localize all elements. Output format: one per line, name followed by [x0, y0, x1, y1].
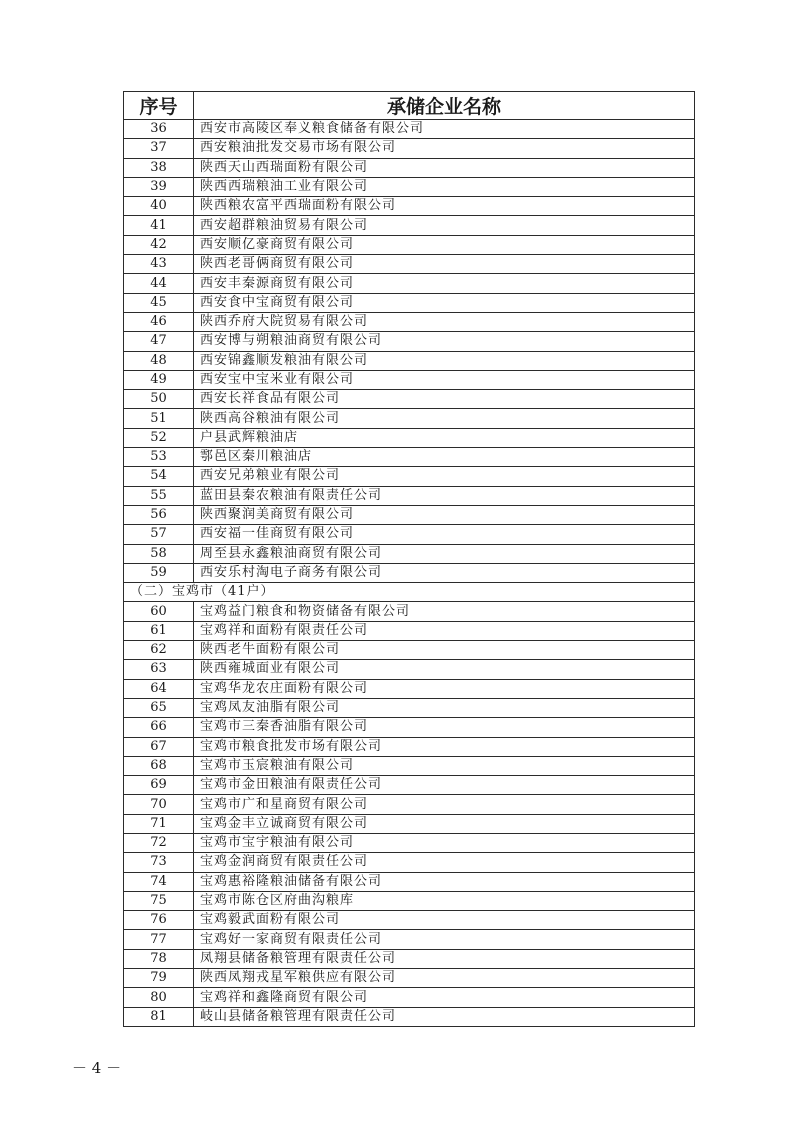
row-number: 48	[124, 351, 194, 370]
page-number: － 4 －	[72, 1059, 122, 1077]
row-number: 67	[124, 737, 194, 756]
company-name: 陕西雍城面业有限公司	[194, 660, 695, 679]
company-name: 陕西天山西瑞面粉有限公司	[194, 158, 695, 177]
table-row	[124, 274, 695, 293]
table-row	[124, 216, 695, 235]
company-name: 宝鸡市三秦香油脂有限公司	[194, 718, 695, 737]
company-name: 西安博与朔粮油商贸有限公司	[194, 332, 695, 351]
section-heading: （二）宝鸡市（41户）	[124, 583, 695, 602]
row-number: 74	[124, 872, 194, 891]
table-row	[124, 525, 695, 544]
table-row	[124, 660, 695, 679]
row-number: 81	[124, 1007, 194, 1026]
row-number: 45	[124, 293, 194, 312]
company-name: 陕西老牛面粉有限公司	[194, 641, 695, 660]
row-number: 46	[124, 312, 194, 331]
table-row	[124, 718, 695, 737]
row-number: 42	[124, 235, 194, 254]
company-name: 宝鸡益门粮食和物资储备有限公司	[194, 602, 695, 621]
row-number: 62	[124, 641, 194, 660]
company-name: 陕西高谷粮油有限公司	[194, 409, 695, 428]
table-row	[124, 544, 695, 563]
table-row	[124, 602, 695, 621]
row-number: 78	[124, 949, 194, 968]
company-name: 户县武辉粮油店	[194, 428, 695, 447]
table-row	[124, 756, 695, 775]
company-name: 宝鸡好一家商贸有限责任公司	[194, 930, 695, 949]
row-number: 75	[124, 891, 194, 910]
row-number: 51	[124, 409, 194, 428]
row-number: 58	[124, 544, 194, 563]
company-table	[123, 91, 695, 1027]
company-name: 陕西乔府大院贸易有限公司	[194, 312, 695, 331]
row-number: 38	[124, 158, 194, 177]
table-row	[124, 988, 695, 1007]
table-row	[124, 641, 695, 660]
table-row	[124, 814, 695, 833]
company-name: 西安粮油批发交易市场有限公司	[194, 139, 695, 158]
row-number: 40	[124, 197, 194, 216]
company-name: 鄠邑区秦川粮油店	[194, 448, 695, 467]
company-name: 西安乐村淘电子商务有限公司	[194, 563, 695, 582]
row-number: 61	[124, 621, 194, 640]
table-row	[124, 698, 695, 717]
section-row	[124, 583, 695, 602]
table-row	[124, 911, 695, 930]
table-row	[124, 448, 695, 467]
row-number: 49	[124, 370, 194, 389]
company-name: 西安长祥食品有限公司	[194, 390, 695, 409]
row-number: 64	[124, 679, 194, 698]
table-row	[124, 621, 695, 640]
company-name: 岐山县储备粮管理有限责任公司	[194, 1007, 695, 1026]
company-name: 陕西聚润美商贸有限公司	[194, 505, 695, 524]
company-name: 宝鸡市玉宸粮油有限公司	[194, 756, 695, 775]
row-number: 44	[124, 274, 194, 293]
row-number: 43	[124, 255, 194, 274]
company-name: 陕西粮农富平西瑞面粉有限公司	[194, 197, 695, 216]
company-name: 宝鸡金润商贸有限责任公司	[194, 853, 695, 872]
table-row	[124, 737, 695, 756]
row-number: 39	[124, 177, 194, 196]
table-row	[124, 853, 695, 872]
table-row	[124, 351, 695, 370]
company-name: 西安锦鑫顺发粮油有限公司	[194, 351, 695, 370]
table-body	[124, 120, 695, 1027]
table-header-row	[124, 92, 695, 120]
row-number: 50	[124, 390, 194, 409]
row-number: 79	[124, 969, 194, 988]
table-row	[124, 949, 695, 968]
row-number: 73	[124, 853, 194, 872]
company-name: 宝鸡祥和面粉有限责任公司	[194, 621, 695, 640]
company-name: 宝鸡市陈仓区府曲沟粮库	[194, 891, 695, 910]
row-number: 52	[124, 428, 194, 447]
row-number: 56	[124, 505, 194, 524]
table-row	[124, 370, 695, 389]
company-name: 西安超群粮油贸易有限公司	[194, 216, 695, 235]
table-row	[124, 1007, 695, 1026]
company-name: 西安福一佳商贸有限公司	[194, 525, 695, 544]
company-name: 西安丰秦源商贸有限公司	[194, 274, 695, 293]
company-name: 陕西凤翔戎星军粮供应有限公司	[194, 969, 695, 988]
table-row	[124, 139, 695, 158]
company-name: 西安食中宝商贸有限公司	[194, 293, 695, 312]
table-row	[124, 409, 695, 428]
company-name: 陕西西瑞粮油工业有限公司	[194, 177, 695, 196]
company-name-column-header: 承储企业名称	[194, 92, 695, 120]
row-number: 77	[124, 930, 194, 949]
table-row	[124, 428, 695, 447]
table-row	[124, 255, 695, 274]
row-number: 66	[124, 718, 194, 737]
row-number: 80	[124, 988, 194, 1007]
table-row	[124, 197, 695, 216]
company-name: 宝鸡凤友油脂有限公司	[194, 698, 695, 717]
table-row	[124, 776, 695, 795]
company-name: 蓝田县秦农粮油有限责任公司	[194, 486, 695, 505]
company-name: 西安宝中宝米业有限公司	[194, 370, 695, 389]
company-name: 陕西老哥俩商贸有限公司	[194, 255, 695, 274]
row-number: 37	[124, 139, 194, 158]
row-number: 71	[124, 814, 194, 833]
table-row	[124, 679, 695, 698]
company-name: 宝鸡华龙农庄面粉有限公司	[194, 679, 695, 698]
row-number: 60	[124, 602, 194, 621]
row-number: 69	[124, 776, 194, 795]
row-number: 47	[124, 332, 194, 351]
row-number: 54	[124, 467, 194, 486]
table-row	[124, 833, 695, 852]
table-row	[124, 969, 695, 988]
row-number: 68	[124, 756, 194, 775]
company-name: 宝鸡祥和鑫隆商贸有限公司	[194, 988, 695, 1007]
row-number: 53	[124, 448, 194, 467]
row-number: 59	[124, 563, 194, 582]
company-name: 西安市高陵区奉义粮食储备有限公司	[194, 120, 695, 139]
company-name: 凤翔县储备粮管理有限责任公司	[194, 949, 695, 968]
company-name: 宝鸡金丰立诚商贸有限公司	[194, 814, 695, 833]
row-number: 41	[124, 216, 194, 235]
table-row	[124, 505, 695, 524]
row-number: 65	[124, 698, 194, 717]
table-row	[124, 795, 695, 814]
row-number: 63	[124, 660, 194, 679]
table-row	[124, 158, 695, 177]
table-row	[124, 332, 695, 351]
table-row	[124, 891, 695, 910]
table-row	[124, 293, 695, 312]
row-number: 57	[124, 525, 194, 544]
company-name: 宝鸡市粮食批发市场有限公司	[194, 737, 695, 756]
table-row	[124, 120, 695, 139]
table-row	[124, 235, 695, 254]
company-name: 宝鸡毅武面粉有限公司	[194, 911, 695, 930]
table-row	[124, 872, 695, 891]
company-name: 宝鸡市宝宇粮油有限公司	[194, 833, 695, 852]
company-name: 宝鸡惠裕隆粮油储备有限公司	[194, 872, 695, 891]
row-number: 72	[124, 833, 194, 852]
row-number: 70	[124, 795, 194, 814]
table-row	[124, 563, 695, 582]
table-row	[124, 390, 695, 409]
company-name: 周至县永鑫粮油商贸有限公司	[194, 544, 695, 563]
row-number: 76	[124, 911, 194, 930]
table-row	[124, 930, 695, 949]
company-name: 宝鸡市广和星商贸有限公司	[194, 795, 695, 814]
table-row	[124, 467, 695, 486]
index-column-header: 序号	[124, 92, 194, 120]
company-name: 西安顺亿豪商贸有限公司	[194, 235, 695, 254]
table-row	[124, 177, 695, 196]
row-number: 36	[124, 120, 194, 139]
company-name: 西安兄弟粮业有限公司	[194, 467, 695, 486]
table-row	[124, 312, 695, 331]
company-name: 宝鸡市金田粮油有限责任公司	[194, 776, 695, 795]
table-row	[124, 486, 695, 505]
row-number: 55	[124, 486, 194, 505]
